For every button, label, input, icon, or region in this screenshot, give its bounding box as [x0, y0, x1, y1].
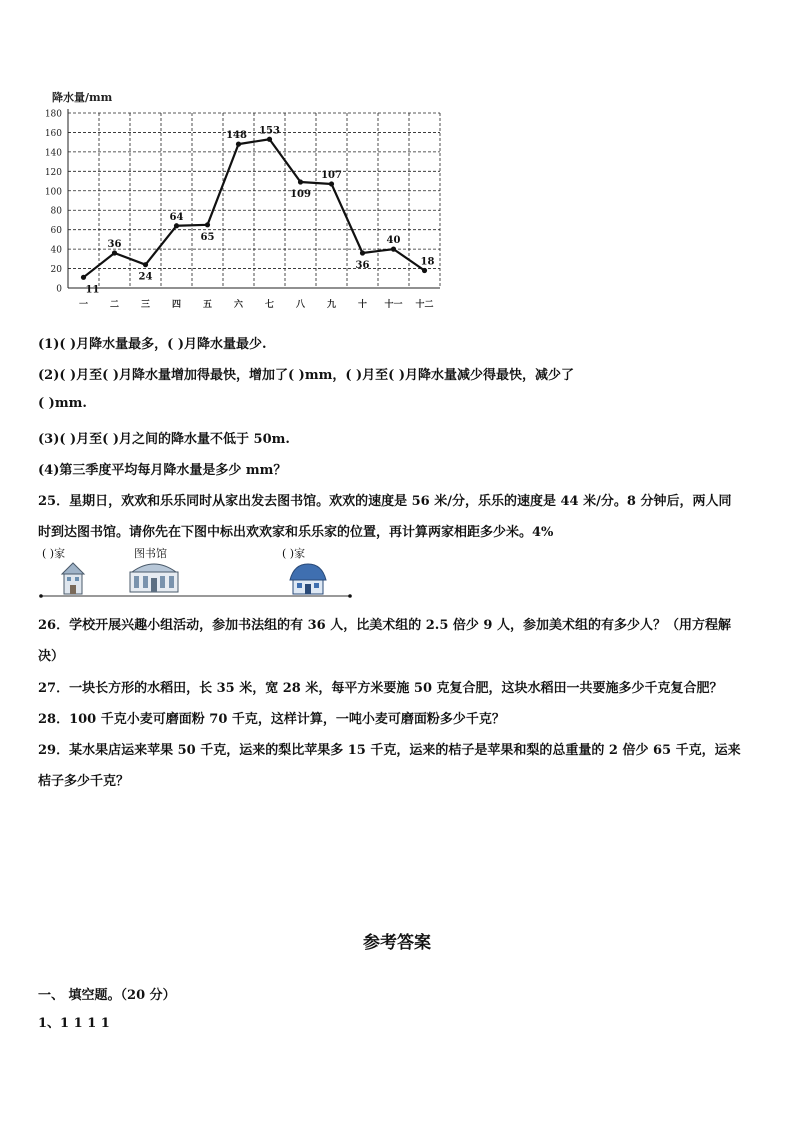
- x-tick-label: 三: [140, 300, 151, 310]
- left-house-icon: [60, 560, 86, 596]
- q24-part2-cont: ( )mm.: [38, 396, 87, 411]
- x-tick-label: 十一: [384, 300, 403, 310]
- q24-part1: (1)( )月降水量最多，( )月降水量最少.: [38, 337, 267, 352]
- q25-line2: 时到达图书馆。请你先在下图中标出欢欢家和乐乐家的位置，再计算两家相距多少米。4%: [38, 525, 554, 540]
- q27: 27．一块长方形的水稻田，长 35 米，宽 28 米，每平方米要施 50 克复合肥，这块水稻田一共要施多少千克复合肥？: [38, 681, 723, 696]
- data-label: 65: [200, 231, 215, 243]
- y-tick-label: 40: [50, 245, 62, 256]
- data-label: 64: [169, 211, 184, 223]
- data-label: 153: [259, 125, 280, 137]
- data-point: [236, 142, 241, 147]
- y-axis-title: 降水量/mm: [52, 91, 113, 104]
- y-tick-label: 120: [44, 167, 62, 178]
- q28: 28．100 千克小麦可磨面粉 70 千克，这样计算，一吨小麦可磨面粉多少千克？: [38, 712, 505, 727]
- x-tick-label: 七: [264, 300, 275, 310]
- x-tick-label: 十二: [415, 300, 434, 310]
- library-label: 图书馆: [134, 547, 167, 560]
- y-tick-label: 140: [44, 148, 62, 159]
- x-tick-label: 四: [171, 300, 182, 310]
- answers-section-1: 一、 填空题。（20 分）: [38, 988, 176, 1003]
- q29-line1: 29．某水果店运来苹果 50 千克，运来的梨比苹果多 15 千克，运来的桔子是苹果和梨的总重量的 2 倍少 65 千克，运来: [38, 743, 741, 758]
- data-point: [422, 268, 427, 273]
- data-point: [143, 262, 148, 267]
- data-point: [267, 137, 272, 142]
- data-label: 36: [355, 260, 370, 271]
- right-house-label: ( )家: [282, 547, 306, 560]
- data-label: 11: [85, 284, 100, 296]
- data-label: 109: [290, 189, 311, 201]
- data-label: 148: [226, 130, 247, 142]
- data-point: [329, 181, 334, 186]
- y-tick-label: 180: [44, 109, 62, 120]
- data-point: [205, 222, 210, 227]
- data-point: [112, 250, 117, 255]
- data-point: [298, 179, 303, 184]
- rainfall-chart-svg: [30, 82, 450, 317]
- data-label: 36: [107, 239, 122, 250]
- q24-part4: (4)第三季度平均每月降水量是多少 mm？: [38, 463, 287, 478]
- data-point: [360, 250, 365, 255]
- y-tick-label: 100: [44, 187, 62, 198]
- data-label: 24: [138, 271, 153, 283]
- data-label: 107: [321, 169, 342, 181]
- q25-illustration: [38, 544, 358, 600]
- x-tick-label: 九: [326, 300, 337, 310]
- q26-line2: 决）: [38, 649, 65, 664]
- x-tick-label: 一: [78, 300, 89, 310]
- q25-line1: 25．星期日，欢欢和乐乐同时从家出发去图书馆。欢欢的速度是 56 米/分，乐乐的速度是 44 米/分。8 分钟后，两人同: [38, 494, 732, 509]
- y-tick-label: 0: [56, 284, 62, 295]
- data-point: [174, 223, 179, 228]
- answer-1: 1、1 1 1 1: [38, 1016, 110, 1031]
- y-tick-label: 20: [50, 265, 62, 276]
- answers-title: 参考答案: [363, 933, 431, 953]
- x-tick-label: 十: [357, 300, 368, 310]
- y-tick-label: 160: [44, 128, 62, 139]
- x-tick-label: 八: [295, 300, 306, 310]
- y-tick-label: 60: [50, 226, 62, 237]
- y-tick-label: 80: [50, 206, 62, 217]
- q29-line2: 桔子多少千克？: [38, 774, 130, 789]
- q26-line1: 26．学校开展兴趣小组活动，参加书法组的有 36 人，比美术组的 2.5 倍少 9 人，参加美术组的有多少人？（用方程解: [38, 618, 731, 633]
- x-tick-label: 二: [109, 300, 120, 310]
- q24-part3: (3)( )月至( )月之间的降水量不低于 50m.: [38, 432, 290, 447]
- rainfall-chart: [30, 82, 450, 317]
- data-label: 40: [386, 235, 401, 247]
- data-label: 18: [420, 256, 435, 268]
- right-house-icon: [286, 560, 330, 596]
- x-tick-label: 六: [233, 300, 244, 310]
- x-tick-label: 五: [202, 300, 213, 310]
- left-house-label: ( )家: [42, 547, 66, 560]
- q24-part2: (2)( )月至( )月降水量增加得最快，增加了( )mm，( )月至( )月降水量减少得最快，减少了: [38, 368, 574, 383]
- data-point: [81, 275, 86, 280]
- library-icon: [126, 556, 182, 596]
- data-point: [391, 247, 396, 252]
